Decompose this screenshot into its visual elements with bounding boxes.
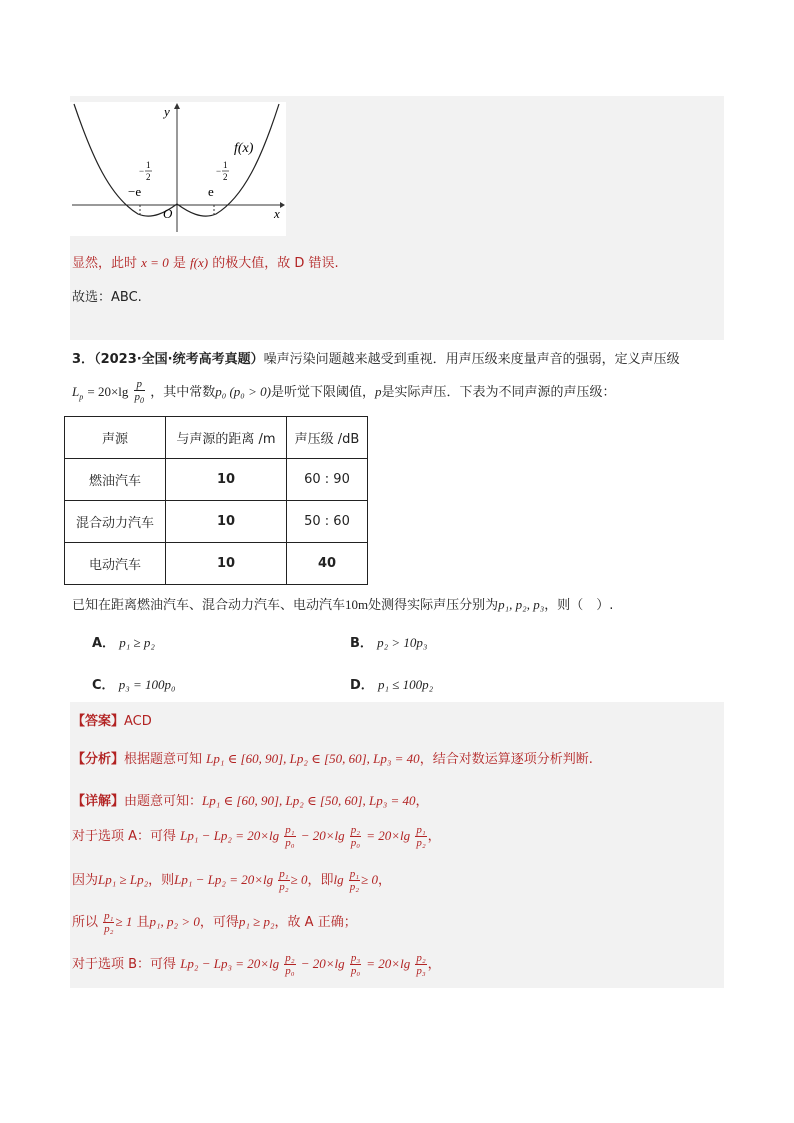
- table-row: [65, 543, 368, 585]
- pos-exp-sign: −: [216, 166, 222, 176]
- function-label: f(x): [234, 141, 254, 156]
- option-b-analysis: 对于选项 B：可得 Lp₂ − Lp₃ = 20×lg $\frac{\text{p₂}}{\text{p₀}}$ − 20×lg $\frac{\text{p₃}}{\text{p₀}}$ = 20×lg $\frac{\text{p₂}}{\text{p₃}}$ ，: [72, 952, 441, 977]
- answer-line: 【答案】ACD: [72, 714, 152, 729]
- table-cell: 40: [287, 543, 368, 585]
- answer-value: ACD: [124, 714, 152, 729]
- table-cell: 混合动力汽车: [65, 501, 166, 543]
- option-a[interactable]: A． p₁ ≥ p₂: [92, 635, 155, 651]
- table-cell: 10: [166, 459, 287, 501]
- question-header: 3．（2023·全国·统考高考真题）噪声污染问题越来越受到重视．用声压级来度量声音的强弱，定义声压级: [72, 352, 680, 367]
- origin-label: O: [163, 206, 173, 221]
- y-axis-label: y: [164, 104, 170, 119]
- table-header-cell: 声源: [65, 417, 166, 459]
- so-line: 所以 $\frac{\text{p₁}}{\text{p₂}}$ ≥ 1 且p₁, p₂ > 0，可得p₁ ≥ p₂，故 A 正确；: [72, 910, 357, 935]
- table-header-cell: 声压级 /dB: [287, 417, 368, 459]
- neg-exp-den: 2: [146, 172, 151, 182]
- question-intro: 噪声污染问题越来越受到重视．用声压级来度量声音的强弱，定义声压级: [263, 352, 680, 367]
- table-cell: 电动汽车: [65, 543, 166, 585]
- table-cell: 50 : 60: [287, 501, 368, 543]
- pos-extremum-label: e: [208, 184, 214, 199]
- detail-line: 【详解】由题意可知：Lp₁ ∈ [60, 90], Lp₂ ∈ [50, 60], Lp₃ = 40，: [72, 793, 429, 809]
- question-formula-line: $L_p = 20\times\lg$ $\frac{p}{p_0}$ ，其中常数p₀ (p₀ > 0)是听觉下限阈值，p是实际声压．下表为不同声源的声压级：: [72, 378, 616, 406]
- question-source: （2023·全国·统考高考真题）: [94, 352, 264, 367]
- table-cell: 燃油汽车: [65, 459, 166, 501]
- sound-source-table: [64, 416, 368, 585]
- function-graph: [70, 102, 286, 236]
- pos-exp-num: 1: [223, 160, 228, 170]
- x-axis-label: x: [274, 206, 280, 221]
- table-cell: 10: [166, 501, 287, 543]
- table-header-cell: 与声源的距离 /m: [166, 417, 287, 459]
- analysis-line: 【分析】根据题意可知 Lp₁ ∈ [60, 90], Lp₂ ∈ [50, 60], Lp₃ = 40，结合对数运算逐项分析判断.: [72, 751, 593, 767]
- table-row: [65, 459, 368, 501]
- option-b[interactable]: B． p₂ > 10p₃: [350, 635, 428, 651]
- y-axis-arrow: [174, 103, 180, 109]
- table-row: [65, 501, 368, 543]
- question-stem: 已知在距离燃油汽车、混合动力汽车、电动汽车10m处测得实际声压分别为p₁, p₂, p₃，则（ ）.: [72, 597, 614, 613]
- table-cell: 60 : 90: [287, 459, 368, 501]
- table-header-row: [65, 417, 368, 459]
- previous-conclusion: 显然，此时 x = 0 是 f(x) 的极大值，故 D 错误.: [72, 255, 339, 271]
- table-cell: 10: [166, 543, 287, 585]
- because-line: 因为Lp₁ ≥ Lp₂，则Lp₁ − Lp₂ = 20×lg $\frac{\text{p₁}}{\text{p₂}}$ ≥ 0，即lg $\frac{\text{p₁}}{\text{p₂}}$ ≥ 0，: [72, 868, 391, 893]
- pos-exp-den: 2: [223, 172, 228, 182]
- option-c[interactable]: C． p₃ = 100p₀: [92, 677, 176, 693]
- neg-extremum-label: −e: [128, 184, 142, 199]
- option-d[interactable]: D． p₁ ≤ 100p₂: [350, 677, 434, 693]
- neg-exp-num: 1: [146, 160, 151, 170]
- question-number: 3: [72, 352, 82, 367]
- neg-exp-sign: −: [139, 166, 145, 176]
- x-axis-arrow: [280, 202, 285, 208]
- option-a-analysis: 对于选项 A：可得 Lp₁ − Lp₂ = 20×lg $\frac{\text{p₁}}{\text{p₀}}$ − 20×lg $\frac{\text{p₂}}{\text{p₀}}$ = 20×lg $\frac{\text{p₁}}{\text{p₂}}$ ，: [72, 824, 441, 849]
- previous-choice: 故选：ABC.: [72, 290, 142, 305]
